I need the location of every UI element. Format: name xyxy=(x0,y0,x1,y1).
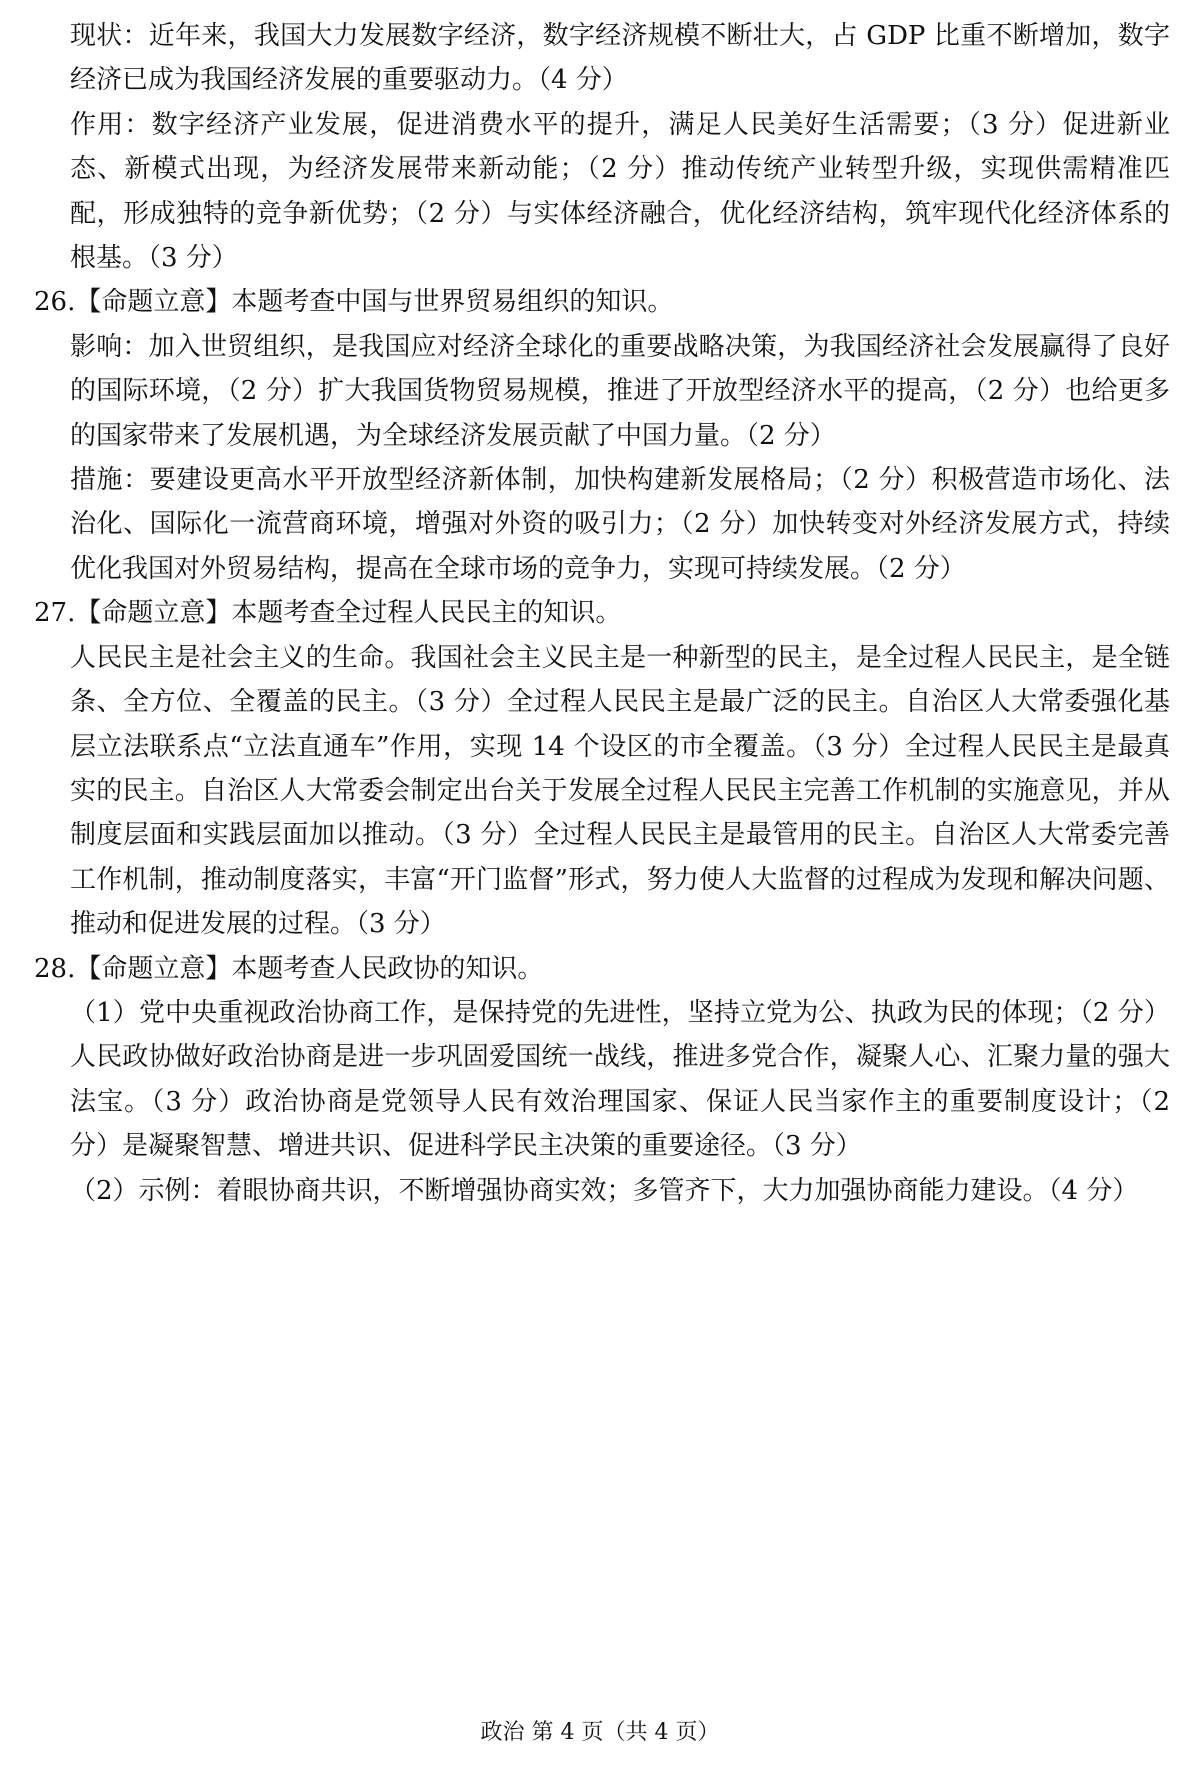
q25-role-paragraph: 作用：数字经济产业发展，促进消费水平的提升，满足人民美好生活需要；（3 分）促进新业态、新模式出现，为经济发展带来新动能；（2 分）推动传统产业转型升级，实现供需精准匹配，形成独特的竞争新优势；（2 分）与实体经济融合，优化经济结构，筑牢现代化经济体系的根基。（3 分） xyxy=(70,109,1170,274)
question-number: 28. xyxy=(34,953,76,984)
q27-answer-paragraph: 人民民主是社会主义的生命。我国社会主义民主是一种新型的民主，是全过程人民民主，是全链条、全方位、全覆盖的民主。（3 分）全过程人民民主是最广泛的民主。自治区人大常委强化基层立法联系点“立法直通车”作用，实现 14 个设区的市全覆盖。（3 分）全过程人民民主是最真实的民主。自治区人大常委会制定出台关于发展全过程人民民主完善工作机制的实施意见，并从制度层面和实践层面加以推动。（3 分）全过程人民民主是最管用的民主。自治区人大常委完善工作机制，推动制度落实，丰富“开门监督”形式，努力使人大监督的过程成为发现和解决问题、推动和促进发展的过程。（3 分） xyxy=(70,642,1170,940)
question-number: 26. xyxy=(34,287,76,318)
q28-part2-paragraph: （2）示例：着眼协商共识，不断增强协商实效；多管齐下，大力加强协商能力建设。（4 分） xyxy=(70,1175,1139,1206)
page-footer: 政治 第 4 页（共 4 页） xyxy=(480,1720,720,1745)
answer-content xyxy=(34,14,1170,1213)
question-27 xyxy=(34,591,1170,946)
question-26 xyxy=(34,280,1170,591)
question-intent: 【命题立意】本题考查全过程人民民主的知识。 xyxy=(75,598,622,629)
question-heading xyxy=(34,947,1170,991)
question-heading xyxy=(34,591,1170,635)
question-intent: 【命题立意】本题考查人民政协的知识。 xyxy=(75,953,544,984)
q25-status-paragraph: 现状：近年来，我国大力发展数字经济，数字经济规模不断壮大，占 GDP 比重不断增加，数字经济已成为我国经济发展的重要驱动力。（4 分） xyxy=(70,21,1170,96)
q26-impact-paragraph: 影响：加入世贸组织，是我国应对经济全球化的重要战略决策，为我国经济社会发展赢得了良好的国际环境，（2 分）扩大我国货物贸易规模，推进了开放型经济水平的提高，（2 分）也给更多的国家带来了发展机遇，为全球经济发展贡献了中国力量。（2 分） xyxy=(70,331,1170,451)
q26-measures-paragraph: 措施：要建设更高水平开放型经济新体制，加快构建新发展格局；（2 分）积极营造市场化、法治化、国际化一流营商环境，增强对外资的吸引力；（2 分）加快转变对外经济发展方式，持续优化我国对外贸易结构，提高在全球市场的竞争力，实现可持续发展。（2 分） xyxy=(70,465,1170,584)
question-28 xyxy=(34,947,1170,1213)
question-heading xyxy=(34,280,1170,324)
q28-part1-paragraph: （1）党中央重视政治协商工作，是保持党的先进性，坚持立党为公、执政为民的体现；（2 分）人民政协做好政治协商是进一步巩固爱国统一战线，推进多党合作，凝聚人心、汇聚力量的强大法宝。（3 分）政治协商是党领导人民有效治理国家、保证人民当家作主的重要制度设计；（2 分）是凝聚智慧、增进共识、促进科学民主决策的重要途径。（3 分） xyxy=(70,997,1170,1162)
question-intent: 【命题立意】本题考查中国与世界贸易组织的知识。 xyxy=(75,287,674,318)
question-number: 27. xyxy=(34,598,76,629)
